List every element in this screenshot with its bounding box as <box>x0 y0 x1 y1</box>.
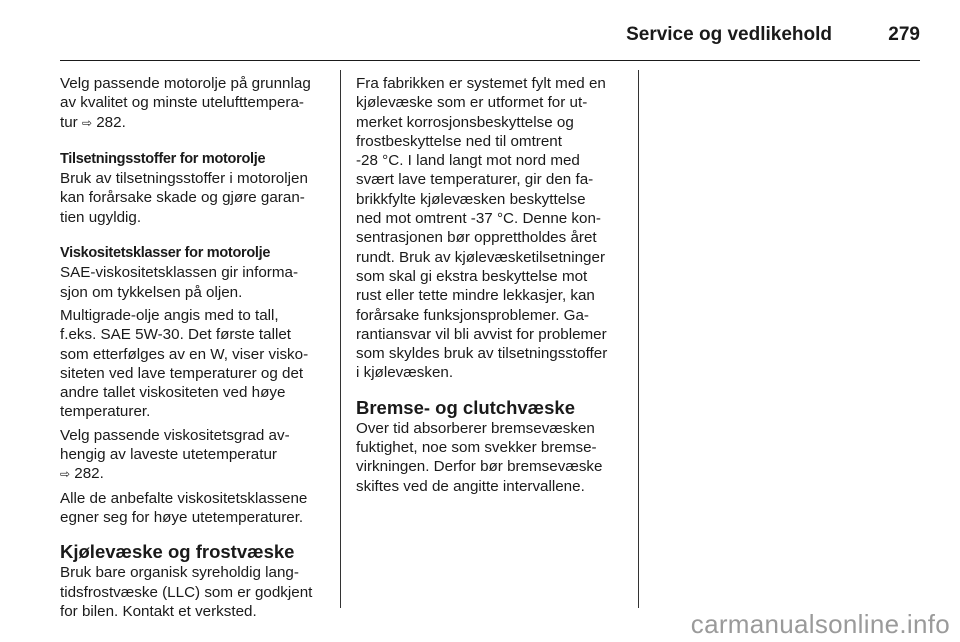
text-line: Velg passende motorolje på grunnlag <box>60 75 311 92</box>
text-line: hengig av laveste utetemperatur <box>60 446 277 464</box>
page-reference-arrow-icon[interactable]: ⇨ <box>81 115 93 130</box>
text-line: i kjølevæsken. <box>356 364 454 382</box>
text-line: svært lave temperaturer, gir den fa- <box>356 171 594 189</box>
recommended-classes-paragraph <box>60 489 336 528</box>
text-line: egner seg for høye utetemperaturer. <box>60 508 304 526</box>
text-line: siteten ved lave temperaturer og det <box>60 364 304 382</box>
text-line: tidsfrostvæske (LLC) som er godkjent <box>60 583 313 601</box>
page-header <box>60 10 920 61</box>
text-line: Over tid absorberer bremsevæsken <box>356 419 595 437</box>
brake-paragraph <box>356 419 636 496</box>
text-line: virkningen. Derfor bør bremsevæske <box>356 458 603 476</box>
text-line: merket korrosjonsbeskyttelse og <box>356 113 574 131</box>
text-line: sentrasjonen bør opprettholdes året <box>356 229 597 247</box>
text-line: rundt. Bruk av kjølevæsketilsetninger <box>356 248 606 266</box>
coolant-paragraph <box>60 563 336 621</box>
text-line: fuktighet, noe som svekker bremse- <box>356 439 597 457</box>
additives-heading: Tilsetningsstoffer for motorolje <box>60 150 266 167</box>
text-line: andre tallet viskositeten ved høye <box>60 384 286 402</box>
text-line: rust eller tette mindre lekkasjer, kan <box>356 287 595 305</box>
text-line: SAE-viskositetsklassen gir informa- <box>60 264 299 282</box>
page-reference[interactable]: 282. <box>70 465 104 483</box>
text-line: brikkfylte kjølevæsken beskyttelse <box>356 190 586 208</box>
column-divider-left <box>340 70 341 608</box>
text-line: Bruk av tilsetningsstoffer i motoroljen <box>60 170 308 188</box>
text-line: rantiansvar vil bli avvist for problemer <box>356 325 607 343</box>
page-reference[interactable]: 282. <box>92 113 126 131</box>
text-line: tien ugyldig. <box>60 208 142 226</box>
coolant-continued-paragraph <box>356 74 636 383</box>
text-line: som skal gi ekstra beskyttelse mot <box>356 267 588 285</box>
text-line: av kvalitet og minste utelufttempera- <box>60 94 304 112</box>
page-number: 279 <box>888 24 920 45</box>
text-line: forårsake funksjonsproblemer. Ga- <box>356 306 589 324</box>
column-divider-right <box>638 70 639 608</box>
column-2 <box>356 74 636 508</box>
text-line: Bruk bare organisk syreholdig lang- <box>60 564 299 582</box>
text-line: for bilen. Kontakt et verksted. <box>60 602 257 620</box>
watermark: carmanualsonline.info <box>690 609 950 639</box>
text-line: som etterfølges av en W, viser visko- <box>60 345 309 363</box>
text-line: tur <box>60 113 82 131</box>
text-line: sjon om tykkelsen på oljen. <box>60 283 243 301</box>
text-line: Multigrade-olje angis med to tall, <box>60 306 279 324</box>
text-line: temperaturer. <box>60 403 151 421</box>
text-line: ned mot omtrent -37 °C. Denne kon- <box>356 210 601 228</box>
coolant-section-title: Kjølevæske og frostvæske <box>60 541 295 563</box>
text-line: f.eks. SAE 5W-30. Det første tallet <box>60 326 291 344</box>
text-line: frostbeskyttelse ned til omtrent <box>356 132 562 150</box>
section-title-header: Service og vedlikehold <box>626 24 832 45</box>
text-line: som skyldes bruk av tilsetningsstoffer <box>356 345 608 363</box>
viscosity-heading: Viskositetsklasser for motorolje <box>60 245 271 262</box>
column-1 <box>60 74 336 633</box>
multigrade-paragraph <box>60 306 336 422</box>
additives-paragraph <box>60 149 336 227</box>
text-line: -28 °C. I land langt mot nord med <box>356 152 580 170</box>
viscosity-grade-paragraph <box>60 426 336 485</box>
text-line: skiftes ved de angitte intervallene. <box>356 477 585 495</box>
text-line: Velg passende viskositetsgrad av- <box>60 426 290 444</box>
text-line: kan forårsake skade og gjøre garan- <box>60 189 305 207</box>
oil-selection-paragraph <box>60 74 336 133</box>
viscosity-intro-paragraph <box>60 243 336 302</box>
text-line: Fra fabrikken er systemet fylt med en <box>356 75 606 92</box>
page-reference-arrow-icon[interactable]: ⇨ <box>60 467 71 482</box>
text-line: Alle de anbefalte viskositetsklassene <box>60 489 308 507</box>
brake-section-title: Bremse- og clutchvæske <box>356 396 576 418</box>
text-line: kjølevæske som er utformet for ut- <box>356 94 588 112</box>
